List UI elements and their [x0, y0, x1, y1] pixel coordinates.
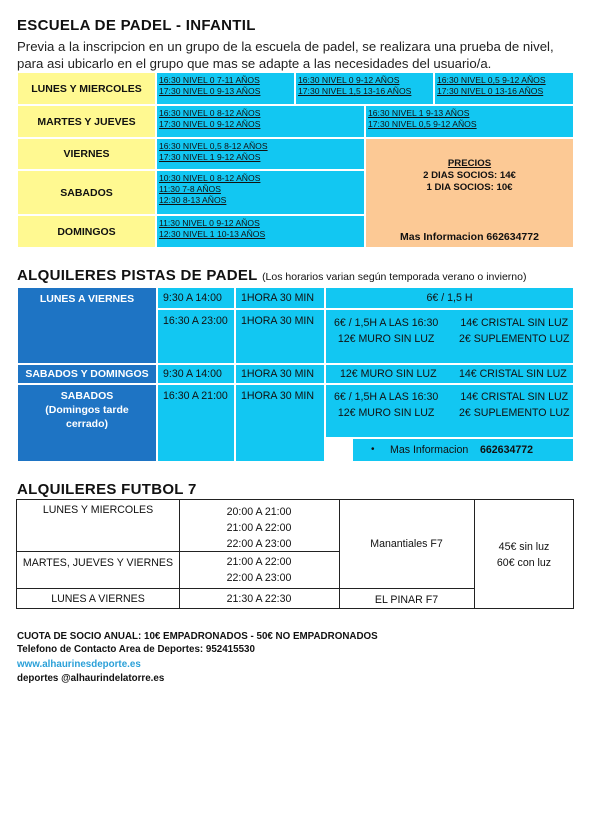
futbol-day-2: MARTES, JUEVES Y VIERNES [22, 557, 174, 569]
day-cell: MARTES Y JUEVES [17, 105, 156, 138]
schedule-cell: 16:30 NIVEL 0,5 8-12 AÑOS 17:30 NIVEL 1 9-12 AÑOS [156, 138, 365, 170]
pistas-title: ALQUILERES PISTAS DE PADEL [17, 267, 258, 284]
schedule-cell: 16:30 NIVEL 1 9-13 AÑOS 17:30 NIVEL 0,5 9-12 AÑOS [365, 105, 574, 138]
label-lunes-viernes: LUNES A VIERNES [17, 287, 157, 364]
duration-cell: 1HORA 30 MIN [235, 309, 325, 364]
schedule-cell: 16:30 NIVEL 0 7-11 AÑOS 17:30 NIVEL 0 9-13 AÑOS [156, 72, 295, 105]
futbol-day-1: LUNES Y MIERCOLES [42, 504, 154, 516]
day-cell: LUNES Y MIERCOLES [17, 72, 156, 105]
price-cell: 6€ / 1,5H A LAS 16:30 12€ MURO SIN LUZ 14€ CRISTAL SIN LUZ 2€ SUPLEMENTO LUZ [325, 309, 574, 364]
time-cell: 9:30 A 14:00 [157, 364, 235, 384]
schedule-cell: 16:30 NIVEL 0,5 9-12 AÑOS 17:30 NIVEL 0 13-16 AÑOS [434, 72, 574, 105]
futbol-table [16, 499, 574, 609]
telefono-contacto: Telefono de Contacto Area de Deportes: 952415530 [17, 644, 255, 655]
futbol-times-3: 21:30 A 22:30 [226, 593, 292, 605]
escuela-schedule-table [17, 72, 574, 248]
label-sabados-domingos: SABADOS Y DOMINGOS [17, 364, 157, 384]
prices-title: PRECIOS [447, 158, 492, 169]
prices-panel [365, 138, 574, 248]
schedule-cell: 16:30 NIVEL 0 8-12 AÑOS 17:30 NIVEL 0 9-12 AÑOS [156, 105, 365, 138]
duration-cell: 1HORA 30 MIN [235, 364, 325, 384]
futbol-prices: 45€ sin luz 60€ con luz [496, 541, 552, 569]
futbol-times-2: 21:00 A 22:00 22:00 A 23:00 [226, 556, 292, 584]
futbol-times-1: 20:00 A 21:00 21:00 A 22:00 22:00 A 23:00 [226, 506, 292, 550]
pistas-subtitle: (Los horarios varian según temporada verano o invierno) [262, 271, 527, 283]
intro-line-2: para asi ubicarlo en el grupo que mas se adapte a las necesidades del usuario/a. [17, 56, 492, 71]
mas-info-pistas: • Mas Informacion 662634772 [352, 438, 574, 462]
escuela-title: ESCUELA DE PADEL - INFANTIL [17, 17, 256, 34]
schedule-cell: 11:30 NIVEL 0 9-12 AÑOS 12:30 NIVEL 1 10-13 AÑOS [156, 215, 365, 248]
price-cell: 6€ / 1,5 H [325, 287, 574, 309]
duration-cell: 1HORA 30 MIN [235, 287, 325, 309]
time-cell: 16:30 A 21:00 [157, 384, 235, 462]
schedule-cell: 10:30 NIVEL 0 8-12 AÑOS 11:30 7-8 AÑOS 12:30 8-13 AÑOS [156, 170, 365, 215]
time-cell: 9:30 A 14:00 [157, 287, 235, 309]
mas-info-escuela: Mas Informacion 662634772 [400, 231, 539, 243]
pistas-heading [17, 267, 526, 285]
day-cell: SABADOS [17, 170, 156, 215]
venue-manantiales: Manantiales F7 [370, 538, 443, 550]
email-contacto[interactable]: deportes @alhaurindelatorre.es [17, 673, 165, 684]
price-two-days: 2 DIAS SOCIOS: 14€ [423, 170, 516, 181]
label-sabados: SABADOS (Domingos tarde cerrado) [17, 384, 157, 462]
duration-cell: 1HORA 30 MIN [235, 384, 325, 462]
day-cell: VIERNES [17, 138, 156, 170]
schedule-cell: 16:30 NIVEL 0 9-12 AÑOS 17:30 NIVEL 1,5 13-16 AÑOS [295, 72, 434, 105]
futbol-day-3: LUNES A VIERNES [51, 593, 145, 605]
price-cell: 12€ MURO SIN LUZ 14€ CRISTAL SIN LUZ [325, 364, 574, 384]
time-cell: 16:30 A 23:00 [157, 309, 235, 364]
web-link[interactable]: www.alhaurinesdeporte.es [17, 658, 141, 670]
venue-el-pinar: EL PINAR F7 [374, 594, 439, 606]
intro-line-1: Previa a la inscripcion en un grupo de la escuela de padel, se realizara una prueba de nivel, [17, 39, 554, 54]
price-cell: 6€ / 1,5H A LAS 16:30 12€ MURO SIN LUZ 14€ CRISTAL SIN LUZ 2€ SUPLEMENTO LUZ [325, 384, 574, 438]
cuota-socio: CUOTA DE SOCIO ANUAL: 10€ EMPADRONADOS - 50€ NO EMPADRONADOS [17, 631, 378, 642]
price-one-day: 1 DIA SOCIOS: 10€ [426, 182, 513, 193]
bullet-icon: • [371, 444, 375, 455]
pistas-table [17, 287, 574, 462]
footer [17, 630, 577, 687]
day-cell: DOMINGOS [17, 215, 156, 248]
futbol-title: ALQUILERES FUTBOL 7 [17, 481, 197, 498]
